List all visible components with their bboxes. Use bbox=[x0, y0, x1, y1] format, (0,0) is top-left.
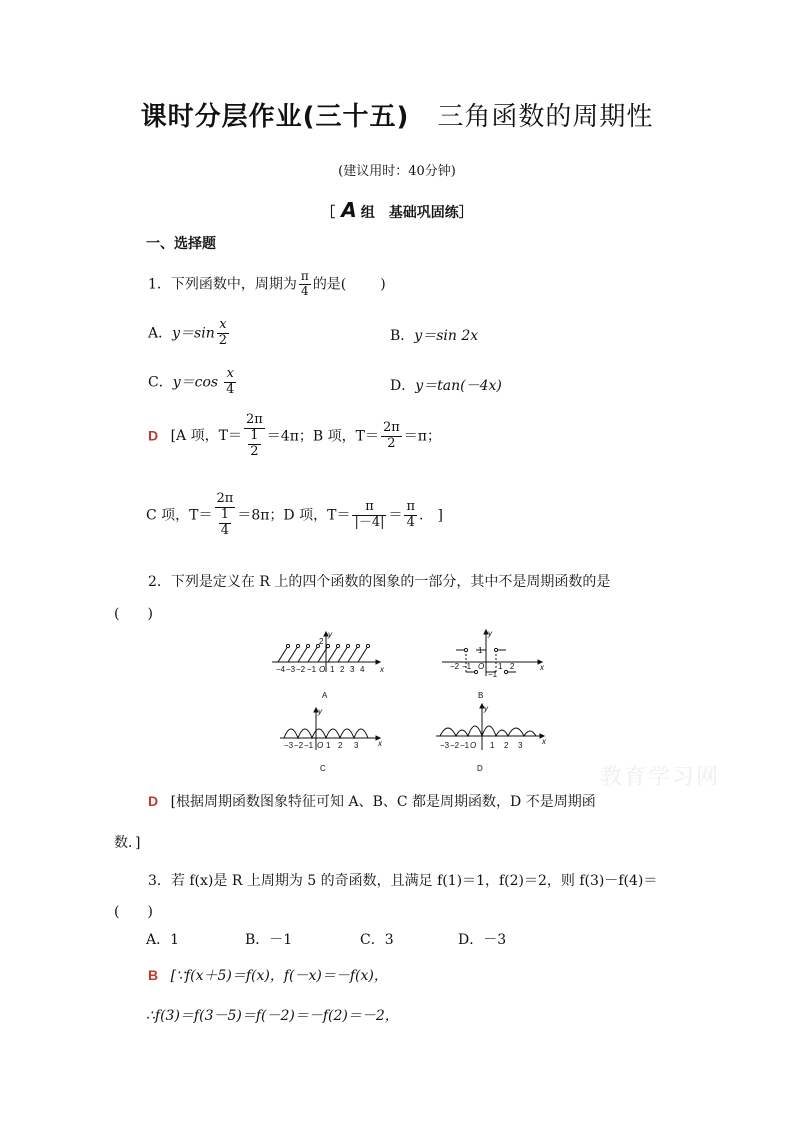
fraction-numerator: x bbox=[217, 318, 229, 334]
q3-option-c: C．3 bbox=[360, 932, 394, 948]
fraction-numerator: 2π bbox=[216, 491, 234, 506]
tick-label: −1 bbox=[307, 665, 317, 674]
option-expr: y＝sin bbox=[172, 325, 215, 342]
graph-label-d: D bbox=[477, 764, 483, 773]
q1-option-b bbox=[390, 325, 478, 345]
tick-label: O bbox=[478, 662, 485, 671]
tick-label: −4 bbox=[276, 665, 286, 674]
option-fraction bbox=[224, 367, 236, 398]
nested-fraction bbox=[219, 508, 231, 539]
option-label: A． bbox=[148, 325, 173, 342]
tick-label: 1 bbox=[478, 646, 483, 655]
q2-number: 2． bbox=[148, 574, 171, 590]
fraction-denominator: 4 bbox=[226, 381, 235, 397]
homework-title: 课时分层作业(三十五) bbox=[140, 102, 410, 132]
graph-d-curve bbox=[440, 726, 536, 736]
option-fraction bbox=[217, 318, 229, 349]
tick-label: 2 bbox=[338, 741, 343, 750]
tick-label: −3 bbox=[440, 741, 450, 750]
option-expr: y＝sin 2x bbox=[414, 328, 479, 344]
q1-number: 1． bbox=[148, 276, 171, 293]
solution-text: [A 项，T＝ bbox=[170, 428, 242, 445]
q1-period-fraction bbox=[299, 270, 311, 299]
option-label: D． bbox=[390, 378, 416, 394]
tick-label: 2 bbox=[340, 665, 345, 674]
q3-solution-line1 bbox=[148, 965, 388, 985]
graph-c-text bbox=[284, 707, 383, 773]
fraction-denominator: 4 bbox=[301, 283, 309, 298]
tick-label: −1 bbox=[462, 662, 472, 671]
group-label: 组 基础巩固练 bbox=[360, 205, 459, 221]
tick-label: O bbox=[317, 741, 324, 750]
q2-answer: D bbox=[148, 793, 159, 809]
tick-label: 3 bbox=[354, 741, 359, 750]
fraction-denominator bbox=[215, 508, 236, 539]
fraction-denominator: 2 bbox=[250, 443, 259, 459]
fraction-denominator: 4 bbox=[220, 522, 230, 538]
q1-stem-end: 的是( bbox=[312, 276, 347, 293]
q3-answer: B bbox=[148, 967, 159, 983]
solution-text: ＝π； bbox=[403, 428, 441, 445]
tick-label: 1 bbox=[490, 741, 495, 750]
fraction-denominator: 2 bbox=[387, 435, 396, 451]
q1-stem bbox=[148, 270, 386, 299]
q1-option-d bbox=[390, 375, 502, 395]
tick-label: −1 bbox=[488, 670, 498, 679]
tick-label: −2 bbox=[296, 665, 306, 674]
tick-label: −3 bbox=[286, 665, 296, 674]
tick-label: 2 bbox=[510, 662, 515, 671]
tick-label: 3 bbox=[518, 741, 523, 750]
q3-stem-text: 若 f(x)是 R 上周期为 5 的奇函数，且满足 f(1)＝1，f(2)＝2，则 f(3)－f(4)＝ bbox=[170, 873, 658, 889]
q1-option-a bbox=[148, 318, 231, 349]
tick-label: 4 bbox=[360, 665, 365, 674]
fraction-numerator: 1 bbox=[250, 427, 259, 443]
fraction-numerator: 1 bbox=[220, 506, 230, 522]
q3-stem bbox=[148, 870, 657, 890]
page-title bbox=[0, 96, 794, 133]
tick-label: 2 bbox=[319, 637, 324, 646]
q1-solution-line2 bbox=[146, 492, 443, 539]
q1-option-c bbox=[148, 367, 238, 398]
q1-stem-text: 下列函数中，周期为 bbox=[170, 276, 297, 293]
graph-c-curve bbox=[284, 729, 368, 738]
solution-text: ＝ bbox=[388, 507, 403, 524]
graph-b-text bbox=[450, 629, 545, 700]
tick-label: 1 bbox=[326, 741, 331, 750]
tick-label: O bbox=[319, 665, 326, 674]
tick-label: −1 bbox=[304, 741, 314, 750]
option-expr: y＝tan(－4x) bbox=[415, 378, 502, 394]
axis-label: x bbox=[380, 665, 384, 674]
tick-label: −2 bbox=[450, 662, 460, 671]
q3-number: 3． bbox=[148, 873, 171, 889]
q1-solution-line1 bbox=[148, 413, 441, 460]
tick-label: 1 bbox=[330, 665, 335, 674]
graph-a-x-arrow bbox=[376, 660, 380, 664]
axis-label: y bbox=[488, 629, 492, 638]
tick-label: 2 bbox=[504, 741, 509, 750]
bracket-close: ］ bbox=[458, 205, 473, 221]
graph-a-text bbox=[276, 630, 385, 700]
solution-fraction bbox=[352, 500, 386, 531]
q3-option-a: A．1 bbox=[146, 932, 180, 948]
q2-graphs bbox=[270, 628, 560, 778]
fraction-denominator bbox=[244, 429, 265, 460]
option-label: B． bbox=[390, 328, 415, 344]
solution-text: [根据周期函数图象特征可知 A、B、C 都是周期函数，D 不是周期函 bbox=[170, 794, 596, 810]
option-label: C． bbox=[148, 374, 173, 391]
fraction-numerator: π bbox=[352, 500, 386, 516]
tick-label: O bbox=[470, 741, 477, 750]
graph-label-a: A bbox=[322, 691, 328, 700]
axis-label: y bbox=[484, 704, 488, 713]
time-suggestion: (建议用时：40分钟) bbox=[338, 164, 456, 179]
q2-stem-text: 下列是定义在 R 上的四个函数的图象的一部分，其中不是周期函数的是 bbox=[170, 574, 611, 590]
graph-label-b: B bbox=[478, 691, 484, 700]
fraction-numerator: 2π bbox=[382, 419, 400, 435]
axis-label: y bbox=[318, 707, 322, 716]
solution-fraction bbox=[404, 500, 417, 531]
solution-text: . ] bbox=[419, 507, 443, 524]
q2-solution-line1 bbox=[148, 791, 596, 811]
graph-label-c: C bbox=[320, 764, 326, 773]
group-letter: A bbox=[341, 198, 357, 222]
axis-label: x bbox=[378, 739, 382, 748]
solution-text: C 项，T＝ bbox=[146, 507, 213, 524]
q3-solution-line2: ∴f(3)＝f(3－5)＝f(－2)＝－f(2)＝－2， bbox=[146, 1008, 399, 1024]
tick-label: −1 bbox=[460, 741, 470, 750]
bracket-open: ［ bbox=[321, 205, 336, 221]
tick-label: −2 bbox=[450, 741, 460, 750]
section-heading: 一、选择题 bbox=[146, 236, 216, 252]
watermark: 教育学习网 bbox=[600, 765, 721, 790]
graph-a-sawtooth bbox=[278, 644, 370, 662]
fraction-numerator: π bbox=[406, 498, 416, 514]
option-expr: y＝cos bbox=[172, 374, 219, 391]
graph-d-text bbox=[440, 704, 547, 773]
solution-text: [∵f(x＋5)＝f(x)，f(－x)＝－f(x)， bbox=[170, 968, 388, 984]
fraction-denominator: 2 bbox=[218, 332, 227, 348]
q3-option-d: D．－3 bbox=[458, 932, 507, 948]
tick-label: 3 bbox=[350, 665, 355, 674]
fraction-denominator: |－4| bbox=[354, 514, 385, 530]
q2-solution-line2: 数．] bbox=[114, 835, 141, 851]
fraction-numerator: π bbox=[300, 269, 309, 283]
solution-text: ＝4π；B 项，T＝ bbox=[266, 428, 379, 445]
tick-label: −2 bbox=[294, 741, 304, 750]
q3-option-b: B．－1 bbox=[245, 932, 293, 948]
axis-label: y bbox=[328, 630, 332, 639]
solution-fraction bbox=[215, 492, 236, 539]
q1-answer: D bbox=[148, 427, 159, 444]
q2-stem bbox=[148, 571, 610, 591]
group-heading bbox=[0, 198, 794, 222]
axis-label: x bbox=[542, 737, 546, 746]
q1-paren-close: ) bbox=[380, 276, 386, 293]
tick-label: −3 bbox=[284, 741, 294, 750]
q3-paren: ( ) bbox=[114, 904, 153, 920]
lesson-title: 三角函数的周期性 bbox=[437, 102, 654, 132]
solution-fraction bbox=[244, 413, 265, 460]
fraction-denominator: 4 bbox=[406, 514, 415, 530]
nested-fraction bbox=[248, 429, 260, 460]
tick-label: 1 bbox=[498, 662, 503, 671]
fraction-numerator: 2π bbox=[245, 412, 263, 427]
q2-paren: ( ) bbox=[114, 606, 153, 622]
fraction-numerator: x bbox=[224, 367, 236, 383]
solution-text: ＝8π；D 项，T＝ bbox=[237, 507, 351, 524]
axis-label: x bbox=[540, 663, 544, 672]
solution-fraction bbox=[381, 421, 402, 452]
